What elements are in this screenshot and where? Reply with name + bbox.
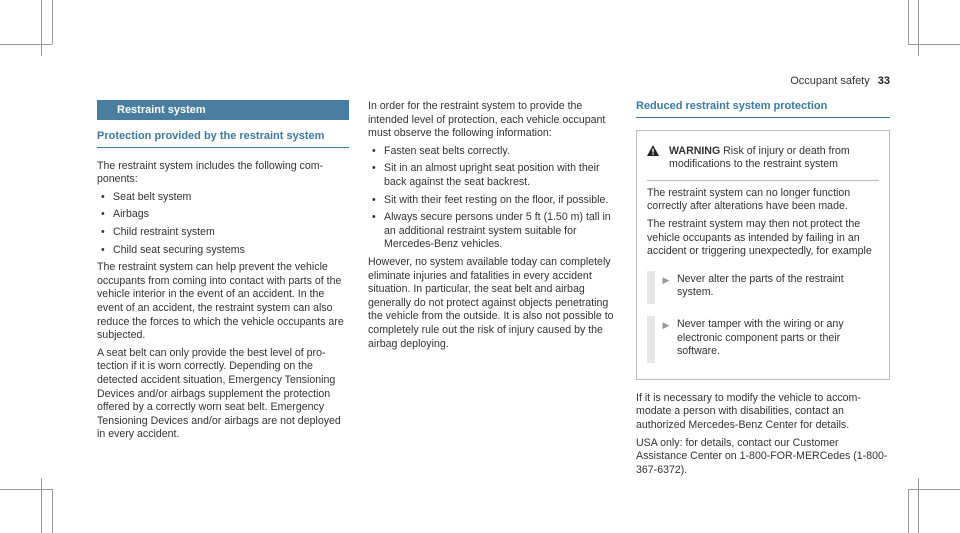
list-item: • Sit with their feet resting on the floor, if possible.: [368, 194, 618, 208]
column-middle: [368, 100, 618, 355]
components-list: [97, 191, 349, 257]
section-title: Restraint system: [97, 100, 349, 120]
play-arrow-icon: ▶: [662, 274, 670, 285]
paragraph: In order for the restraint system to provide the intended level of protection, each vehicle occupant must observe the following information:: [368, 100, 606, 140]
subheading: Protection provided by the restraint system: [97, 130, 349, 148]
warning-header: [647, 145, 879, 172]
step-text: Never alter the parts of the restraint system.: [677, 272, 844, 299]
crop-mark: [918, 0, 919, 56]
column-left: [97, 100, 349, 446]
list-item: • Sit in an almost upright seat position with their back against the seat backrest.: [368, 162, 618, 189]
crop-mark: [0, 44, 52, 45]
instructions-list: [368, 145, 618, 252]
crop-mark: [908, 44, 960, 45]
warning-box: [636, 130, 890, 380]
warning-text: [669, 145, 879, 172]
instruction-step: [647, 316, 879, 363]
warning-triangle-icon: [647, 145, 669, 172]
paragraph: The restraint system can help prevent the vehicle occupants from coming into contact with parts of the vehicle interior in the event of an accident. In the event of an accident, the restraint system can also reduce the forces to which the vehicle occupants are subjected.: [97, 261, 344, 342]
running-header: Occupant safety: [790, 75, 870, 87]
paragraph: A seat belt can only provide the best level of protection if it is worn correctly. Depending on the detected accident situation, Emergency Tensioning Devices and/or airbags supplement the protection offered by a correctly worn seat belt. Emergency Tensioning Devices and/or airbags are not deployed in every accident.: [97, 346, 341, 441]
list-item: • Fasten seat belts correctly.: [368, 145, 618, 159]
crop-mark: [908, 489, 960, 490]
column-right: [636, 100, 890, 481]
paragraph: If it is necessary to modify the vehicle to accommodate a person with disabilities, contact an authorized Mercedes-Benz Center for details.: [636, 391, 861, 431]
paragraph: The restraint system may then not protect the vehicle occupants as intended by failing in an accident or triggering unexpectedly, for example: [647, 217, 872, 258]
page-number: 33: [877, 75, 890, 87]
subheading: Reduced restraint system protection: [636, 100, 890, 118]
crop-mark: [52, 0, 53, 44]
paragraph: The restraint system can no longer function correctly after alterations have been made.: [647, 186, 851, 213]
list-item: • Airbags: [97, 208, 349, 222]
crop-mark: [41, 478, 42, 533]
instruction-step: [647, 271, 879, 304]
paragraph: USA only: for details, contact our Customer Assistance Center on 1-800-FOR-MERCedes (1-800-367-6372).: [636, 436, 888, 476]
crop-mark: [52, 489, 53, 533]
crop-mark: [918, 478, 919, 533]
play-arrow-icon: ▶: [662, 319, 670, 330]
crop-mark: [41, 0, 42, 56]
page-header: [770, 74, 890, 88]
step-text: Never tamper with the wiring or any electronic component parts or their software.: [677, 317, 844, 358]
list-item: • Child restraint system: [97, 226, 349, 240]
list-item: • Child seat securing systems: [97, 244, 349, 258]
crop-mark: [908, 489, 909, 533]
crop-mark: [908, 0, 909, 44]
paragraph: However, no system available today can completely eliminate injuries and fatalities in every accident situation. In particular, the seat belt and airbag generally do not protect against objects penetrating the vehicle from the outside. It is also not possible to completely rule out the risk of injury caused by the airbag deploying.: [368, 255, 614, 350]
crop-mark: [0, 489, 52, 490]
list-item: • Always secure persons under 5 ft (1.50 m) tall in an additional restraint system suitable for Mercedes-Benz vehicles.: [368, 211, 618, 252]
list-item: • Seat belt system: [97, 191, 349, 205]
warning-title: Risk of injury or death from modifications to the restraint system: [669, 144, 850, 171]
warning-label: WARNING: [669, 144, 721, 157]
warning-body: [647, 180, 879, 363]
paragraph: The restraint system includes the following components:: [97, 159, 324, 186]
